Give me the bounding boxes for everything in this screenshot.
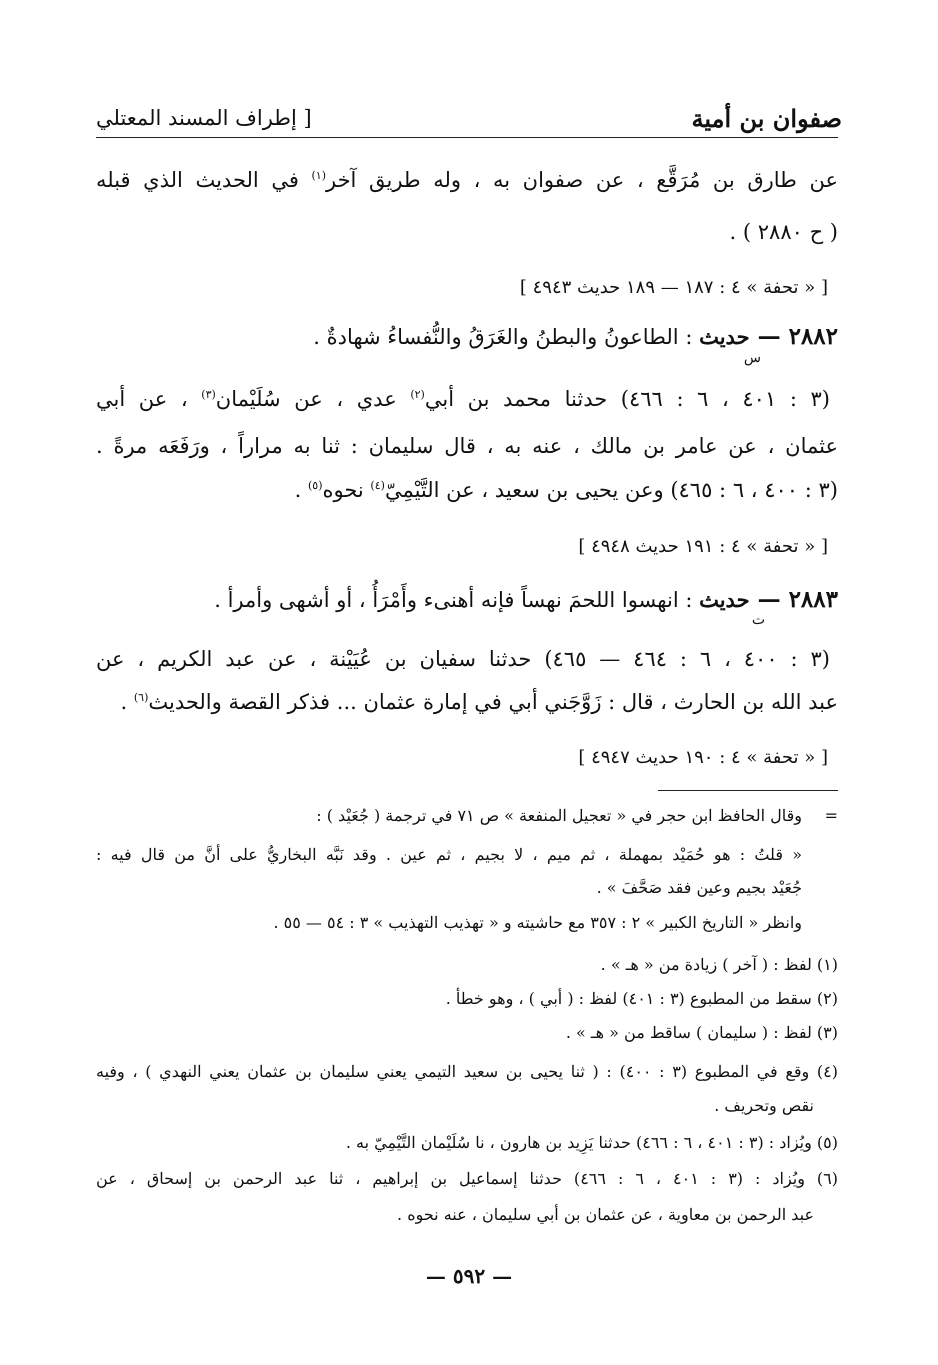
footnote-2: (٢) سقط من المطبوع (٣ : ٤٠١) لفظ : ( أبي ) ، وهو خطأ . <box>445 989 838 1008</box>
body-line-4: عثمان ، عن عامر بن مالك ، عنه به ، قال سليمان : ثنا به مراراً ، ورَفَعَه مرةً . <box>96 434 838 458</box>
continuation-mark: = <box>824 806 838 825</box>
body-line-1: عن طارق بن مُرَقَّع ، عن صفوان به ، وله طريق آخر$^{(١)}$ في الحديث الذي قبله <box>96 168 839 192</box>
body-line-7: عبد الله بن الحارث ، قال : زَوَّجَني أبي في إمارة عثمان ... فذكر القصة والحديث$^{(٦)}$ . <box>120 690 838 714</box>
footnote-3: (٣) لفظ : ( سليمان ) ساقط من « هـ » . <box>565 1023 838 1042</box>
footnote-5: (٥) ويُزاد : (٣ : ٤٠١ ، ٦ : ٤٦٦) حدثنا يَزِيد بن هارون ، نا سُلَيْمان التَّيْمِيّ به . <box>345 1133 838 1152</box>
footnote-1: (١) لفظ : ( آخر ) زيادة من « هـ » . <box>600 955 838 974</box>
footnote-continuation-1: وقال الحافظ ابن حجر في « تعجيل المنفعة » ص ٧١ في ترجمة ( جُعَيْد ) : <box>316 806 802 825</box>
footnote-ref-1: (١) <box>311 169 326 182</box>
header-rule <box>96 137 838 138</box>
body-line-5: (٣ : ٤٠٠ ، ٦ : ٤٦٥) وعن يحيى بن سعيد ، عن التَّيْمِيّ$^{(٤)}$ نحوه$^{(٥)}$ . <box>294 478 838 502</box>
hadith-2883-siglum: ت <box>751 612 765 628</box>
body-line-6: (٣ : ٤٠٠ ، ٦ : ٤٦٤ — ٤٦٥) حدثنا سفيان بن عُيَيْنة ، عن عبد الكريم ، عن <box>96 647 830 671</box>
footnote-4: (٤) وقع في المطبوع (٣ : ٤٠٠) : ( ثنا يحيى بن سعيد التيمي يعني سليمان بن عثمان يعني النهدي ) ، وفيه <box>96 1062 838 1081</box>
tuhfa-reference-3: [ « تحفة » ٤ : ١٩٠ حديث ٤٩٤٧ ] <box>578 747 828 768</box>
footnote-6-cont: عبد الرحمن بن معاوية ، عن عثمان بن أبي سليمان ، عنه نحوه . <box>397 1205 814 1224</box>
body-line-3: (٣ : ٤٠١ ، ٦ : ٤٦٦) حدثنا محمد بن أبي$^{(٢)}$ عدي ، عن سُلَيْمان$^{(٣)}$ ، عن أبي <box>96 387 830 411</box>
footnote-continuation-3: جُعَيْد بجيم وعين فقد صَحَّفَ » . <box>596 878 802 897</box>
book-title: [ إطراف المسند المعتلي <box>96 106 312 130</box>
tuhfa-reference-1: [ « تحفة » ٤ : ١٨٧ — ١٨٩ حديث ٤٩٤٣ ] <box>519 277 828 298</box>
running-title: صفوان بن أمية <box>691 104 842 133</box>
footnote-continuation-2: « قلتُ : هو حُمَيْد بمهملة ، ثم ميم ، لا بجيم ، ثم عين . وقد نَبَّه البخاريُّ على أنَّ من قال فيه : <box>96 845 802 864</box>
footnote-6: (٦) ويُزاد : (٣ : ٤٠١ ، ٦ : ٤٦٦) حدثنا إسماعيل بن إبراهيم ، ثنا عبد الرحمن بن إسحاق ، عن <box>96 1169 839 1188</box>
footnote-rule <box>658 790 838 791</box>
hadith-2882-heading: ٢٨٨٢ — حديث : الطاعونُ والبطنُ والغَرَقُ والنُّفساءُ شهادةٌ . <box>313 323 838 350</box>
page-number: — ٥٩٢ — <box>425 1264 513 1288</box>
tuhfa-reference-2: [ « تحفة » ٤ : ١٩١ حديث ٤٩٤٨ ] <box>578 536 828 557</box>
hadith-2882-siglum: س <box>743 350 761 366</box>
footnote-continuation-4: وانظر « التاريخ الكبير » ٢ : ٣٥٧ مع حاشيته و « تهذيب التهذيب » ٣ : ٥٤ — ٥٥ . <box>273 913 802 932</box>
hadith-2883-heading: ٢٨٨٣ — حديث : انهسوا اللحمَ نهساً فإنه أهنىء وأَمْرَأُ ، أو أشهى وأمرأ . <box>214 586 838 613</box>
footnote-4-cont: نقص وتحريف . <box>714 1096 814 1115</box>
body-line-2: ( ح ٢٨٨٠ ) . <box>729 220 838 244</box>
